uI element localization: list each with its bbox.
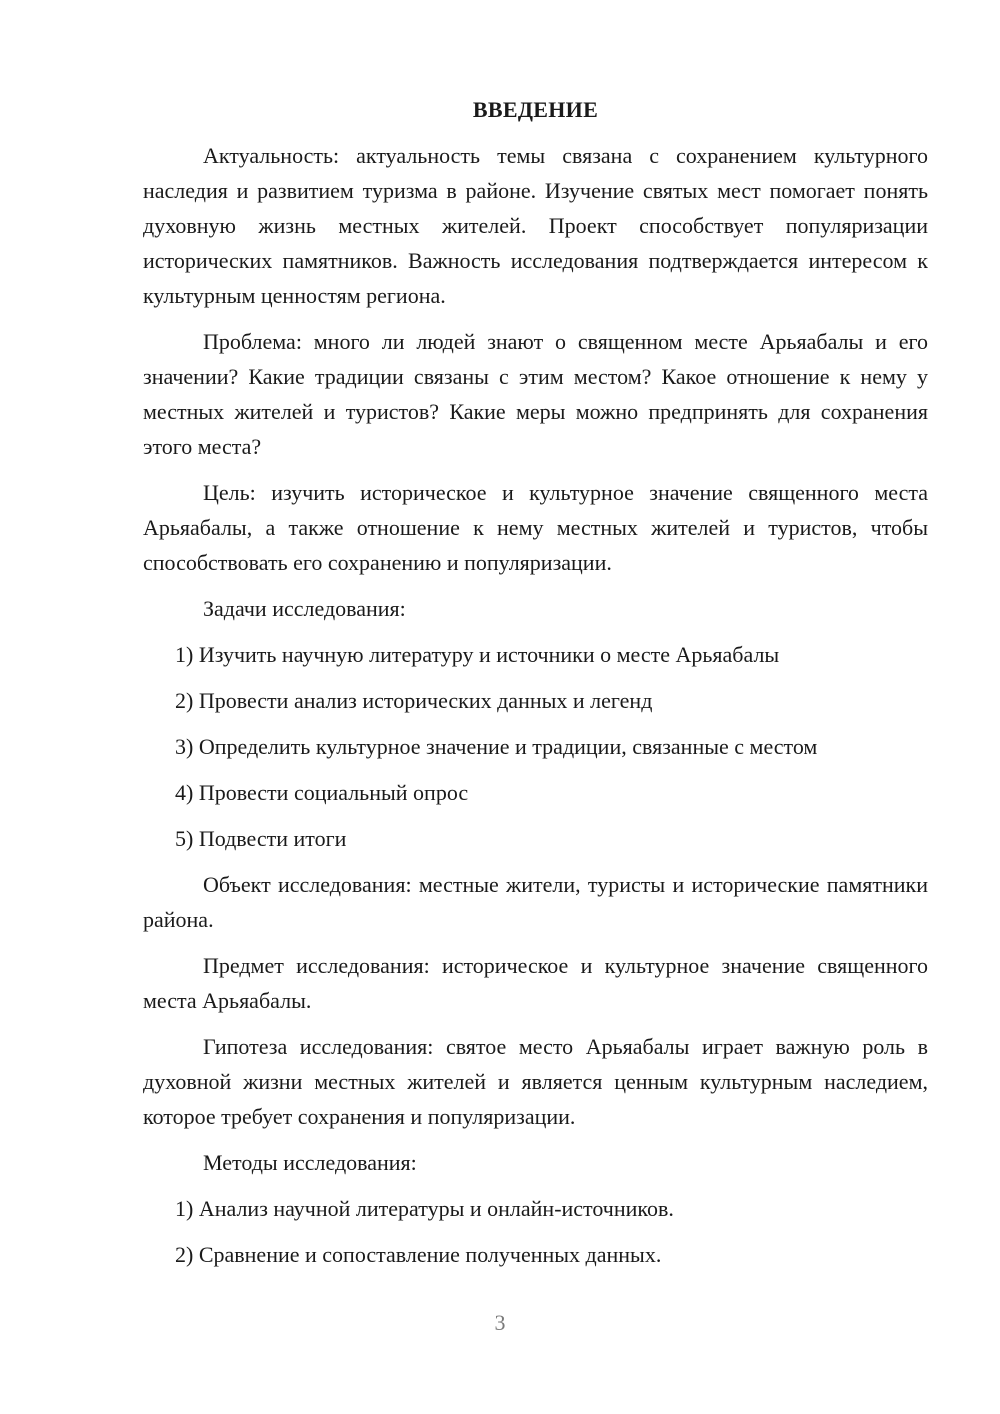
- tasks-list: [143, 637, 928, 856]
- task-item: 2) Провести анализ исторических данных и легенд: [175, 688, 653, 713]
- task-item: 3) Определить культурное значение и традиции, связанные с местом: [175, 734, 818, 759]
- page-number: 3: [494, 1310, 506, 1335]
- object-paragraph: Объект исследования: местные жители, туристы и исторические памятники района.: [143, 872, 928, 932]
- hypothesis-paragraph: Гипотеза исследования: святое место Арьяабалы играет важную роль в духовной жизни местных жителей и является ценным культурным наследием, которое требует сохранения и популяризации.: [143, 1034, 928, 1129]
- methods-list: [143, 1191, 928, 1272]
- problem-paragraph: Проблема: много ли людей знают о священном месте Арьяабалы и его значении? Какие традиции связаны с этим местом? Какое отношение к нему у местных жителей и туристов? Какие меры можно предпринять для сохранения этого места?: [143, 329, 928, 459]
- task-item: 4) Провести социальный опрос: [175, 780, 469, 805]
- document-page: [143, 92, 928, 1272]
- goal-paragraph: Цель: изучить историческое и культурное значение священного места Арьяабалы, а также отношение к нему местных жителей и туристов, чтобы способствовать его сохранению и популяризации.: [143, 480, 928, 575]
- method-item: 1) Анализ научной литературы и онлайн-источников.: [175, 1196, 674, 1221]
- method-item: 2) Сравнение и сопоставление полученных данных.: [175, 1242, 662, 1267]
- relevance-paragraph: Актуальность: актуальность темы связана с сохранением культурного наследия и развитием туризма в районе. Изучение святых мест помогает понять духовную жизнь местных жителей. Проект способствует популяризации исторических памятников. Важность исследования подтверждается интересом к культурным ценностям региона.: [143, 143, 928, 308]
- tasks-title: Задачи исследования:: [203, 596, 406, 621]
- methods-title: Методы исследования:: [203, 1150, 417, 1175]
- task-item: 1) Изучить научную литературу и источники о месте Арьяабалы: [175, 642, 780, 667]
- subject-paragraph: Предмет исследования: историческое и культурное значение священного места Арьяабалы.: [143, 953, 928, 1013]
- section-heading: ВВЕДЕНИЕ: [472, 97, 599, 122]
- task-item: 5) Подвести итоги: [175, 826, 347, 851]
